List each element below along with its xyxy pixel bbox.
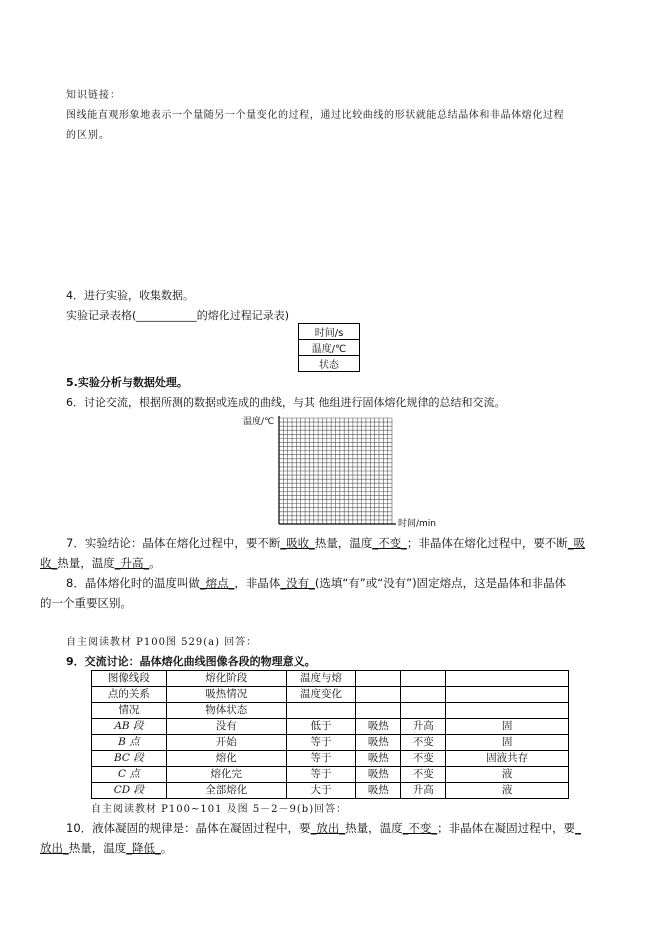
table-cell: 温度与熔 xyxy=(286,671,356,687)
table-cell: 图像线段 xyxy=(92,671,167,687)
knowledge-line2: 的区别。 xyxy=(66,130,110,141)
table-row xyxy=(92,751,569,767)
table-row xyxy=(92,767,569,783)
table-cell: AB 段 xyxy=(92,719,167,735)
step7-p1: 7．实验结论：晶体在熔化过程中，要不断 xyxy=(66,536,281,550)
step8-line1 xyxy=(66,575,566,591)
table-cell: 不变 xyxy=(401,735,446,751)
caption-part-a: 实验记录表格( xyxy=(66,309,137,322)
step10-p4: 热量，温度 xyxy=(68,841,127,855)
grid-graph xyxy=(276,414,398,526)
record-row-time: 时间/s xyxy=(299,324,360,340)
table-cell: 低于 xyxy=(286,719,356,735)
knowledge-title: 知识链接： xyxy=(66,90,121,101)
table-cell xyxy=(401,687,446,703)
table-cell: 温度变化 xyxy=(286,687,356,703)
table-cell: 液 xyxy=(446,783,569,799)
table-cell: 升高 xyxy=(401,783,446,799)
step7-answer3: _吸 xyxy=(567,536,586,550)
table-cell: 吸热 xyxy=(356,735,401,751)
table-cell: 物体状态 xyxy=(166,703,286,719)
step7-answer1: _吸收_ xyxy=(280,536,315,550)
step8-p1: 8．晶体熔化时的温度叫做 xyxy=(66,576,200,590)
step8-answer1: _熔点_ xyxy=(199,576,235,590)
step10-answer3: _ xyxy=(575,821,581,835)
melting-table xyxy=(91,670,569,799)
table-header-row xyxy=(92,671,569,687)
table-cell: 吸热情况 xyxy=(166,687,286,703)
table-cell: 开始 xyxy=(166,735,286,751)
step5-text: 5.实验分析与数据处理。 xyxy=(66,376,188,389)
read1-text: 自主阅读教材 P100图 529(a) 回答： xyxy=(66,637,258,648)
step7-p3: ；非晶体在熔化过程中，要不断 xyxy=(406,536,568,550)
table-cell: 吸热 xyxy=(356,719,401,735)
read2-text: 自主阅读教材 P100~101 及图 5－2－9(b)回答： xyxy=(91,804,348,815)
table-cell xyxy=(356,703,401,719)
table-cell xyxy=(356,671,401,687)
table-cell: 固液共存 xyxy=(446,751,569,767)
table-cell: 不变 xyxy=(401,767,446,783)
table-row xyxy=(92,735,569,751)
table-cell: B 点 xyxy=(92,735,167,751)
step7-answer3-cont: 收_ xyxy=(40,556,58,570)
table-cell: C 点 xyxy=(92,767,167,783)
table-cell: 升高 xyxy=(401,719,446,735)
step10-p5: 。 xyxy=(160,841,173,855)
table-cell: 大于 xyxy=(286,783,356,799)
table-cell: 没有 xyxy=(166,719,286,735)
table-cell: 等于 xyxy=(286,735,356,751)
step10-p1: 10．液体凝固的规律是：晶体在凝固过程中，要 xyxy=(66,821,311,835)
step8-p3: (选填“有”或“没有”)固定熔点，这是晶体和非晶体 xyxy=(314,576,567,590)
step10-answer2: _不变_ xyxy=(402,821,438,835)
table-cell: 点的关系 xyxy=(92,687,167,703)
knowledge-line1: 图线能直观形象地表示一个量随另一个量变化的过程，通过比较曲线的形状就能总结晶体和非晶体熔化过程 xyxy=(66,110,565,121)
step4-caption xyxy=(66,307,289,323)
table-cell: 熔化阶段 xyxy=(166,671,286,687)
graph-ylabel: 温度/℃ xyxy=(243,417,275,427)
step9-text: 9．交流讨论：晶体熔化曲线图像各段的物理意义。 xyxy=(66,655,316,668)
table-cell: 全部熔化 xyxy=(166,783,286,799)
step10-p2: 热量，温度 xyxy=(345,821,403,835)
table-cell: 固 xyxy=(446,735,569,751)
step10-answer3-cont: 放出_ xyxy=(40,841,69,855)
step10-line2 xyxy=(40,840,172,856)
table-cell: 等于 xyxy=(286,751,356,767)
step10-p3: ；非晶体在凝固过程中，要 xyxy=(437,821,576,835)
table-cell: 吸热 xyxy=(356,767,401,783)
step8-p2: ，非晶体 xyxy=(234,576,281,590)
table-cell: 固 xyxy=(446,719,569,735)
step7-answer2: _不变_ xyxy=(372,536,407,550)
step7-line2 xyxy=(40,555,161,571)
table-header-row xyxy=(92,687,569,703)
table-cell: 吸热 xyxy=(356,751,401,767)
step7-p2: 热量，温度 xyxy=(314,536,373,550)
step7-line1 xyxy=(66,535,585,551)
table-cell: BC 段 xyxy=(92,751,167,767)
table-cell: 熔化 xyxy=(166,751,286,767)
table-cell: 液 xyxy=(446,767,569,783)
step10-answer1: _放出_ xyxy=(310,821,346,835)
record-row-state: 状态 xyxy=(299,356,360,372)
record-table xyxy=(298,323,360,372)
graph-xlabel: 时间/min xyxy=(398,519,437,529)
table-cell xyxy=(286,703,356,719)
step8-line2: 的一个重要区别。 xyxy=(40,596,132,610)
table-cell xyxy=(401,703,446,719)
step10-answer4: _降低_ xyxy=(126,841,161,855)
caption-blank: ___________ xyxy=(136,309,197,322)
table-cell xyxy=(356,687,401,703)
table-cell: 熔化完 xyxy=(166,767,286,783)
table-cell xyxy=(446,671,569,687)
table-cell: 等于 xyxy=(286,767,356,783)
table-cell xyxy=(446,703,569,719)
table-cell xyxy=(446,687,569,703)
table-cell: 情况 xyxy=(92,703,167,719)
table-cell xyxy=(401,671,446,687)
step4-text: 4．进行实验，收集数据。 xyxy=(66,289,194,302)
table-header-row xyxy=(92,703,569,719)
table-row xyxy=(92,719,569,735)
record-row-temp: 温度/℃ xyxy=(299,340,360,356)
table-cell: 不变 xyxy=(401,751,446,767)
step7-answer4: _升高_ xyxy=(114,556,150,570)
step7-p5: 热量，温度 xyxy=(57,556,115,570)
table-cell: 吸热 xyxy=(356,783,401,799)
step8-answer2: _没有_ xyxy=(280,576,315,590)
step6-text: 6．讨论交流，根据所测的数据或连成的曲线，与其 他组进行固体熔化规律的总结和交流。 xyxy=(66,396,506,409)
table-row xyxy=(92,783,569,799)
step10-line1 xyxy=(66,820,581,836)
caption-part-b: 的熔化过程记录表) xyxy=(196,309,290,322)
table-cell: CD 段 xyxy=(92,783,167,799)
step7-p6: 。 xyxy=(149,556,161,570)
